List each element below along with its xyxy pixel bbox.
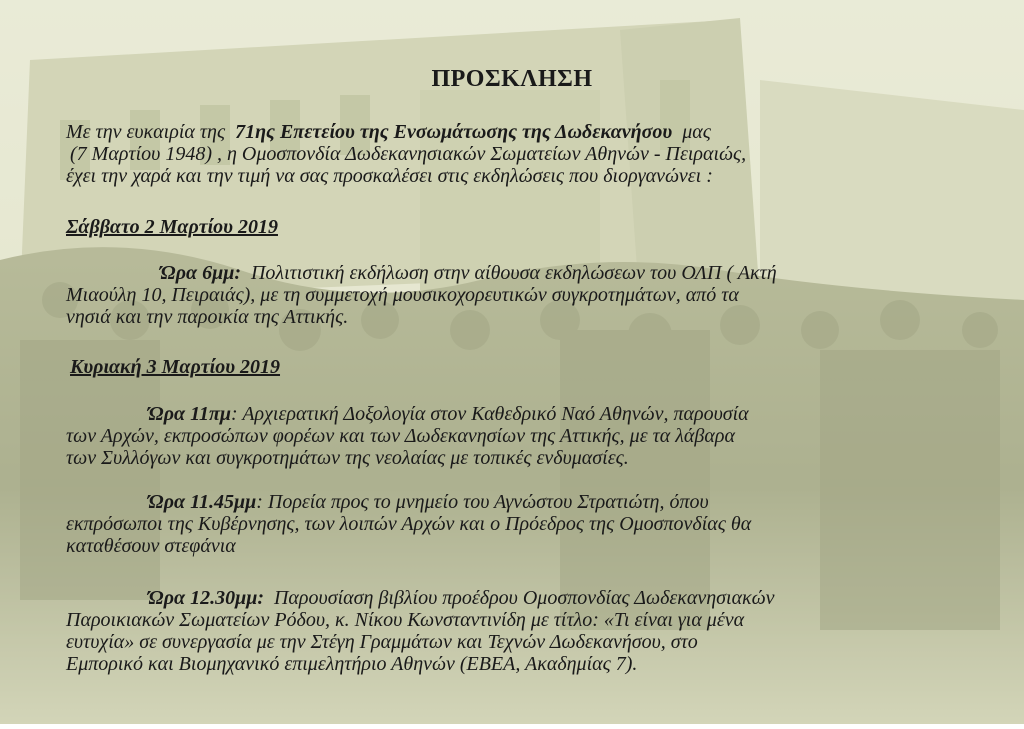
event-time: Ώρα 11.45μμ [148,491,257,513]
event-time: Ώρα 6μμ: [160,262,241,284]
day2-event-1: Ώρα 11πμ: Αρχιερατική Δοξολογία στον Καθεδρικό Ναό Αθηνών, παρουσία των Αρχών, εκπροσώπων φορέων και των Δωδεκανησίων της Αττικής, με τα λάβαρα των Συλλόγων και συγκροτημάτων της νεολαίας με τοπικές ενδυμασίες. [66,403,749,469]
anniversary-label: 71ης Επετείου της Ενσωμάτωσης της Δωδεκανήσου [235,121,673,143]
intro-paragraph [66,121,966,187]
intro-line-3: έχει την χαρά και την τιμή να σας προσκαλέσει στις εκδηλώσεις που διοργανώνει : [66,165,713,187]
day2-event-2: Ώρα 11.45μμ: Πορεία προς το μνημείο του Αγνώστου Στρατιώτη, όπου εκπρόσωποι της Κυβέρνησης, των λοιπών Αρχών και ο Πρόεδρος της Ομοσπονδίας θα καταθέσουν στεφάνια [66,491,752,557]
intro-line-1: Με την ευκαιρία της 71ης Επετείου της Ενσωμάτωσης της Δωδεκανήσου μας [66,121,711,143]
day1-heading: Σάββατο 2 Μαρτίου 2019 [66,216,278,238]
day2-event-3: Ώρα 12.30μμ: Παρουσίαση βιβλίου προέδρου Ομοσπονδίας Δωδεκανησιακών Παροικιακών Σωματείων Ρόδου, κ. Νίκου Κωνσταντινίδη με τίτλο: «Τι είναι για μένα ευτυχία» σε συνεργασία με την Στέγη Γραμμάτων και Τεχνών Δωδεκανήσου, στο Εμπορικό και Βιομηχανικό επιμελητήριο Αθηνών (ΕΒΕΑ, Ακαδημίας 7). [66,587,775,675]
day1-event-1: Ώρα 6μμ: Πολιτιστική εκδήλωση στην αίθουσα εκδηλώσεων του ΟΛΠ ( Ακτή Μιαούλη 10, Πειραιάς), με τη συμμετοχή μουσικοχορευτικών συγκροτημάτων, από τα νησιά και την παροικία της Αττικής. [66,262,777,328]
event-time: Ώρα 12.30μμ: [148,587,264,609]
intro-line-2: (7 Μαρτίου 1948) , η Ομοσπονδία Δωδεκανησιακών Σωματείων Αθηνών - Πειραιώς, [70,143,747,165]
day2-heading: Κυριακή 3 Μαρτίου 2019 [70,356,281,378]
event-time: Ώρα 11πμ [148,403,232,425]
page-title: ΠΡΟΣΚΛΗΣΗ [431,66,593,92]
